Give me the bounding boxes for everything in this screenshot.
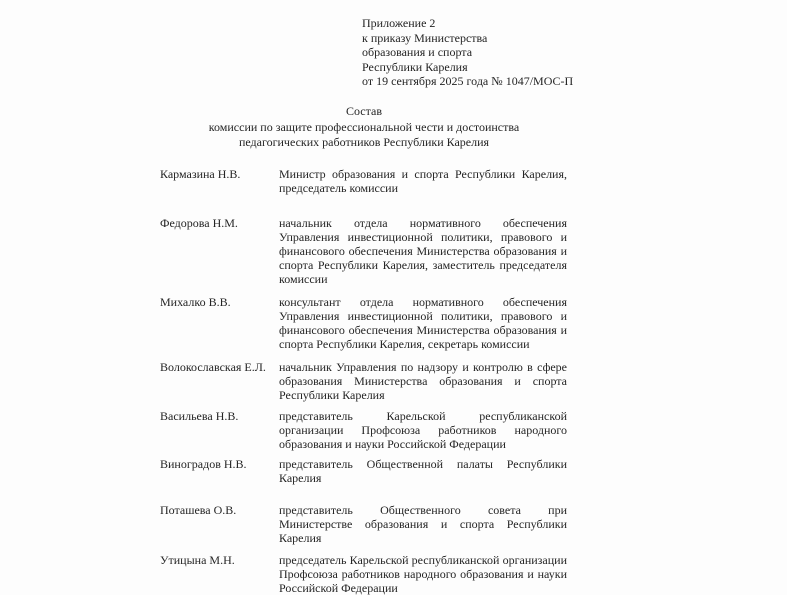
- member-role: представитель Общественного совета при Министерстве образования и спорта Республики Карелия: [279, 503, 567, 545]
- appendix-line: Приложение 2: [362, 16, 436, 30]
- member-name: Федорова Н.М.: [160, 216, 238, 230]
- appendix-line: образования и спорта: [362, 45, 473, 59]
- member-name: Волокославская Е.Л.: [160, 360, 266, 374]
- appendix-line: Республики Карелия: [362, 59, 468, 74]
- member-role: представитель Карельской республиканской организации Профсоюза работников народного образования и науки Российской Федерации: [279, 409, 567, 451]
- committee-members-list: [160, 167, 567, 595]
- member-role: председатель Карельской республиканской организации Профсоюза работников народного образования и науки Российской Федерации: [279, 553, 567, 595]
- member-name: Михалко В.В.: [160, 295, 231, 309]
- member-row: [160, 553, 567, 595]
- member-name: Васильева Н.В.: [160, 409, 239, 423]
- member-row: [160, 457, 567, 485]
- member-role: консультант отдела нормативного обеспечения Управления инвестиционной политики, правового и финансового обеспечения Министерства образования и спорта Республики Карелия, секретарь комиссии: [279, 295, 567, 351]
- title-line: педагогических работников Республики Карелия: [238, 135, 490, 149]
- document-title: [158, 104, 570, 151]
- member-row: [160, 503, 567, 545]
- member-name: Виноградов Н.В.: [160, 457, 247, 471]
- member-row: [160, 409, 567, 451]
- member-name: Утицына М.Н.: [160, 553, 235, 567]
- member-name: Кармазина Н.В.: [160, 167, 241, 181]
- title-line: Состав: [345, 104, 382, 118]
- appendix-line: от 19 сентября 2025 года № 1047/МОС-П: [362, 74, 574, 88]
- member-role: начальник отдела нормативного обеспечения Управления инвестиционной политики, правового и финансового обеспечения Министерства образования и спорта Республики Карелия, заместитель председателя комиссии: [279, 216, 567, 286]
- member-row: [160, 360, 567, 402]
- member-role: представитель Общественной палаты Республики Карелия: [279, 457, 567, 485]
- appendix-note: [362, 16, 573, 89]
- title-line: комиссии по защите профессиональной чести и достоинства: [208, 119, 520, 134]
- member-role: начальник Управления по надзору и контролю в сфере образования Министерства образования и спорта Республики Карелия: [279, 360, 567, 402]
- member-role: Министр образования и спорта Республики Карелия, председатель комиссии: [279, 167, 567, 195]
- member-row: [160, 216, 567, 286]
- member-row: [160, 295, 567, 351]
- member-name: Поташева О.В.: [160, 503, 237, 517]
- appendix-line: к приказу Министерства: [362, 30, 488, 45]
- member-row: [160, 167, 567, 195]
